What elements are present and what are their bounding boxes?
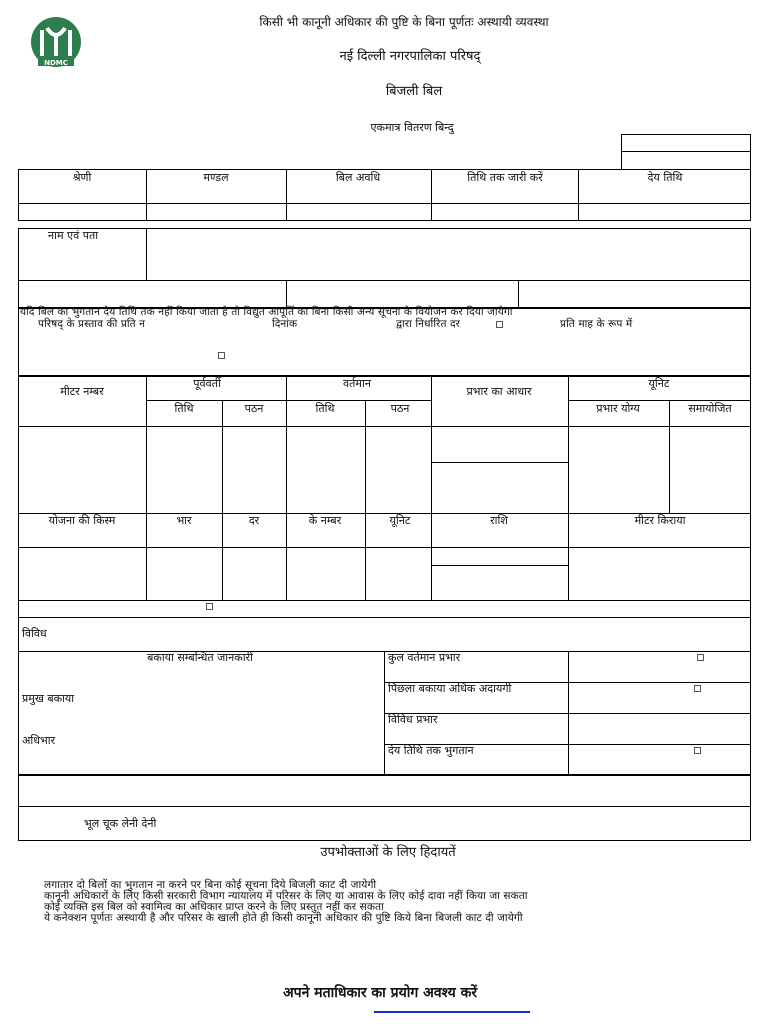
org-name: नई दिल्ली नगरपालिका परिषद् xyxy=(339,49,481,64)
subtitle: एकमात्र वितरण बिन्दु xyxy=(370,121,454,134)
adjusted: समायोजित xyxy=(688,402,732,415)
rate: दर xyxy=(248,514,260,527)
warning-line2-d: प्रति माह के रूप में xyxy=(560,318,633,330)
top-table xyxy=(18,169,751,221)
slogan-underline xyxy=(374,1011,530,1013)
previous-arrears: पिछला बकाया अधिक अदायगी xyxy=(388,682,512,695)
meter-number: मीटर नम्बर xyxy=(60,385,104,398)
current: वर्तमान xyxy=(343,377,371,390)
instruction-1: लगातार दो बिलों का भुगतान ना करने पर बिना कोई सूचना दिये बिजली काट दी जायेगी xyxy=(44,879,377,891)
cur-date: तिथि xyxy=(315,402,335,415)
top-note: किसी भी कानूनी अधिकार की पुष्टि के बिना पूर्णतः अस्थायी व्यवस्था xyxy=(259,15,549,29)
arrears-info: बकाया सम्बन्धित जानकारी xyxy=(147,651,253,664)
misc-label: विविध xyxy=(22,627,47,640)
blank-strip xyxy=(18,600,751,618)
k-number: के नम्बर xyxy=(308,514,342,527)
placeholder-glyph xyxy=(697,654,704,661)
ndmc-logo xyxy=(28,16,84,72)
charge-basis: प्रभार का आधार xyxy=(466,385,532,398)
unit: यूनिट xyxy=(648,377,670,390)
doc-title: बिजली बिल xyxy=(385,84,443,99)
prev-date: तिथि xyxy=(174,402,194,415)
prev-reading: पठन xyxy=(244,402,264,415)
placeholder-glyph xyxy=(218,352,225,359)
warning-line1: यदि बिल का भुगतान देय तिथि तक नहीं किया जाता है तो विद्युत आपूर्ति का बिना किसी अन्य सूचना के वियोजन कर दिया जायेगा xyxy=(20,306,513,318)
top-right-box xyxy=(621,134,751,170)
meter-rent: मीटर किराया xyxy=(634,514,686,527)
placeholder-glyph xyxy=(496,321,503,328)
placeholder-glyph xyxy=(694,685,701,692)
name-address-label: नाम एवं पता xyxy=(48,229,99,242)
placeholder-glyph xyxy=(694,747,701,754)
instructions-title: उपभोक्ताओं के लिए हिदायतें xyxy=(320,845,456,860)
previous: पूर्ववर्ती xyxy=(193,377,221,390)
load: भार xyxy=(176,514,192,527)
voting-slogan: अपने मताधिकार का प्रयोग अवश्य करें xyxy=(282,985,478,1001)
col-issue-date: तिथि तक जारी करें xyxy=(467,171,543,184)
col-due-date: देय तिथि xyxy=(647,171,683,184)
blank-row xyxy=(18,775,751,807)
payable-by-due-date: देय तिथि तक भुगतान xyxy=(388,744,474,757)
warning-line2-a: परिषद् के प्रस्ताव की प्रति न xyxy=(38,318,146,330)
warning-line2-c: द्वारा निर्धारित दर xyxy=(396,318,461,330)
errors-omissions: भूल चूक लेनी देनी xyxy=(84,817,157,830)
surcharge: अधिभार xyxy=(22,734,56,747)
meter-table xyxy=(18,376,751,514)
col-division: मण्डल xyxy=(203,171,229,184)
scheme-unit: यूनिट xyxy=(389,514,411,527)
principal-arrears: प्रमुख बकाया xyxy=(22,692,75,705)
misc-box xyxy=(18,617,751,652)
chargeable: प्रभार योग्य xyxy=(596,402,640,415)
col-bill-period: बिल अवधि xyxy=(335,171,381,184)
amount: राशि xyxy=(490,514,508,527)
instruction-4: ये कनेक्शन पूर्णतः अस्थायी है और परिसर के खाली होते ही किसी कानूनी अधिकार की पुष्टि किये बिना बिजली काट दी जायेगी xyxy=(44,912,523,924)
placeholder-glyph xyxy=(206,603,213,610)
instruction-2: कानूनी अधिकारों के लिए किसी सरकारी विभाग न्यायालय में परिसर के लिए या आवास के लिए कोई दावा नहीं किया जा सकता xyxy=(44,890,528,902)
total-current-charges: कुल वर्तमान प्रभार xyxy=(388,651,461,664)
svg-text:NDMC: NDMC xyxy=(44,59,68,67)
scheme-type: योजना की किस्म xyxy=(48,514,116,527)
misc-charges: विविध प्रभार xyxy=(388,713,438,726)
instruction-3: कोई व्यक्ति इस बिल को स्वामित्व का अधिकार प्राप्त करने के लिए प्रस्तुत नहीं कर सकता xyxy=(44,901,384,913)
customer-box xyxy=(18,228,751,308)
cur-reading: पठन xyxy=(390,402,410,415)
col-category: श्रेणी xyxy=(72,171,92,184)
warning-line2-b: दिनांक xyxy=(272,318,298,330)
